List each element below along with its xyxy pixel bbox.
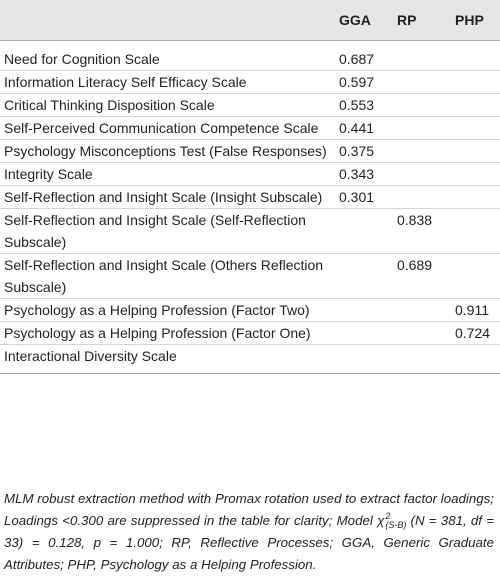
table-row bbox=[0, 40, 500, 70]
row-label: Interactional Diversity Scale bbox=[4, 347, 177, 364]
header-label bbox=[0, 0, 333, 40]
cell-gga: 0.441 bbox=[339, 119, 375, 136]
row-label: Self-Reflection and Insight Scale (Insight Subscale) bbox=[4, 188, 323, 205]
row-label: Psychology Misconceptions Test (False Responses) bbox=[4, 142, 327, 159]
cell-gga: 0.375 bbox=[339, 142, 375, 159]
cell-php bbox=[449, 208, 500, 253]
table-row bbox=[0, 93, 500, 116]
cell-rp bbox=[391, 93, 449, 116]
cell-gga: 0.597 bbox=[339, 73, 375, 90]
header-rp: RP bbox=[391, 0, 449, 40]
table-body bbox=[0, 40, 500, 373]
table-row bbox=[0, 139, 500, 162]
table-row bbox=[0, 116, 500, 139]
table-row bbox=[0, 344, 500, 373]
table-row bbox=[0, 253, 500, 298]
cell-rp bbox=[391, 185, 449, 208]
chi-square-subscript: (S-B) bbox=[385, 520, 407, 531]
cell-rp: 0.838 bbox=[397, 211, 433, 228]
footnote-text-before: MLM robust extraction method with Promax rotation used to extract factor loadings; Loadings <0.300 are suppressed in the table for clarity; Model bbox=[4, 491, 494, 528]
cell-rp bbox=[391, 139, 449, 162]
cell-rp bbox=[391, 70, 449, 93]
table-row bbox=[0, 321, 500, 344]
cell-php bbox=[449, 162, 500, 185]
cell-gga bbox=[333, 208, 391, 253]
cell-gga: 0.553 bbox=[339, 96, 375, 113]
header-php: PHP bbox=[449, 0, 500, 40]
cell-rp bbox=[391, 116, 449, 139]
header-gga: GGA bbox=[333, 0, 391, 40]
cell-rp bbox=[391, 162, 449, 185]
cell-rp bbox=[391, 40, 449, 70]
cell-php bbox=[449, 253, 500, 298]
cell-gga bbox=[333, 253, 391, 298]
cell-gga bbox=[333, 344, 391, 373]
cell-gga: 0.687 bbox=[339, 50, 375, 67]
cell-php bbox=[449, 70, 500, 93]
table-row bbox=[0, 70, 500, 93]
cell-rp bbox=[391, 344, 449, 373]
chi-square-symbol: χ bbox=[377, 513, 385, 528]
table-footnote bbox=[4, 488, 494, 576]
cell-php bbox=[449, 185, 500, 208]
row-label: Need for Cognition Scale bbox=[4, 50, 160, 67]
chi-square-scripts bbox=[385, 512, 406, 530]
cell-php bbox=[449, 344, 500, 373]
table-row bbox=[0, 162, 500, 185]
cell-php: 0.724 bbox=[455, 324, 491, 341]
row-label: Psychology as a Helping Profession (Factor Two) bbox=[4, 301, 310, 318]
table-row bbox=[0, 298, 500, 321]
cell-gga: 0.343 bbox=[339, 165, 375, 182]
row-label: Integrity Scale bbox=[4, 165, 93, 182]
cell-rp bbox=[391, 321, 449, 344]
table-row bbox=[0, 208, 500, 253]
cell-php bbox=[449, 139, 500, 162]
cell-rp bbox=[391, 298, 449, 321]
row-label: Information Literacy Self Efficacy Scale bbox=[4, 73, 247, 90]
cell-gga bbox=[333, 298, 391, 321]
row-label: Critical Thinking Disposition Scale bbox=[4, 96, 215, 113]
row-label: Self-Reflection and Insight Scale (Self-Reflection Subscale) bbox=[4, 211, 306, 250]
cell-php: 0.911 bbox=[455, 301, 489, 318]
table-header-row bbox=[0, 0, 500, 40]
row-label: Psychology as a Helping Profession (Factor One) bbox=[4, 324, 311, 341]
table-row bbox=[0, 185, 500, 208]
chi-square-superscript: 2 bbox=[385, 511, 391, 522]
cell-php bbox=[449, 40, 500, 70]
row-label: Self-Reflection and Insight Scale (Others Reflection Subscale) bbox=[4, 256, 324, 295]
footnote-text-after: (N = 381, df = 33) = 0.128, p = 1.000; RP, Reflective Processes; GGA, Generic Graduate Attributes; PHP, Psychology as a Helping Profession. bbox=[4, 513, 494, 572]
cell-rp: 0.689 bbox=[397, 256, 433, 273]
cell-php bbox=[449, 116, 500, 139]
cell-gga bbox=[333, 321, 391, 344]
cell-php bbox=[449, 93, 500, 116]
cell-gga: 0.301 bbox=[339, 188, 375, 205]
row-label: Self-Perceived Communication Competence Scale bbox=[4, 119, 319, 136]
